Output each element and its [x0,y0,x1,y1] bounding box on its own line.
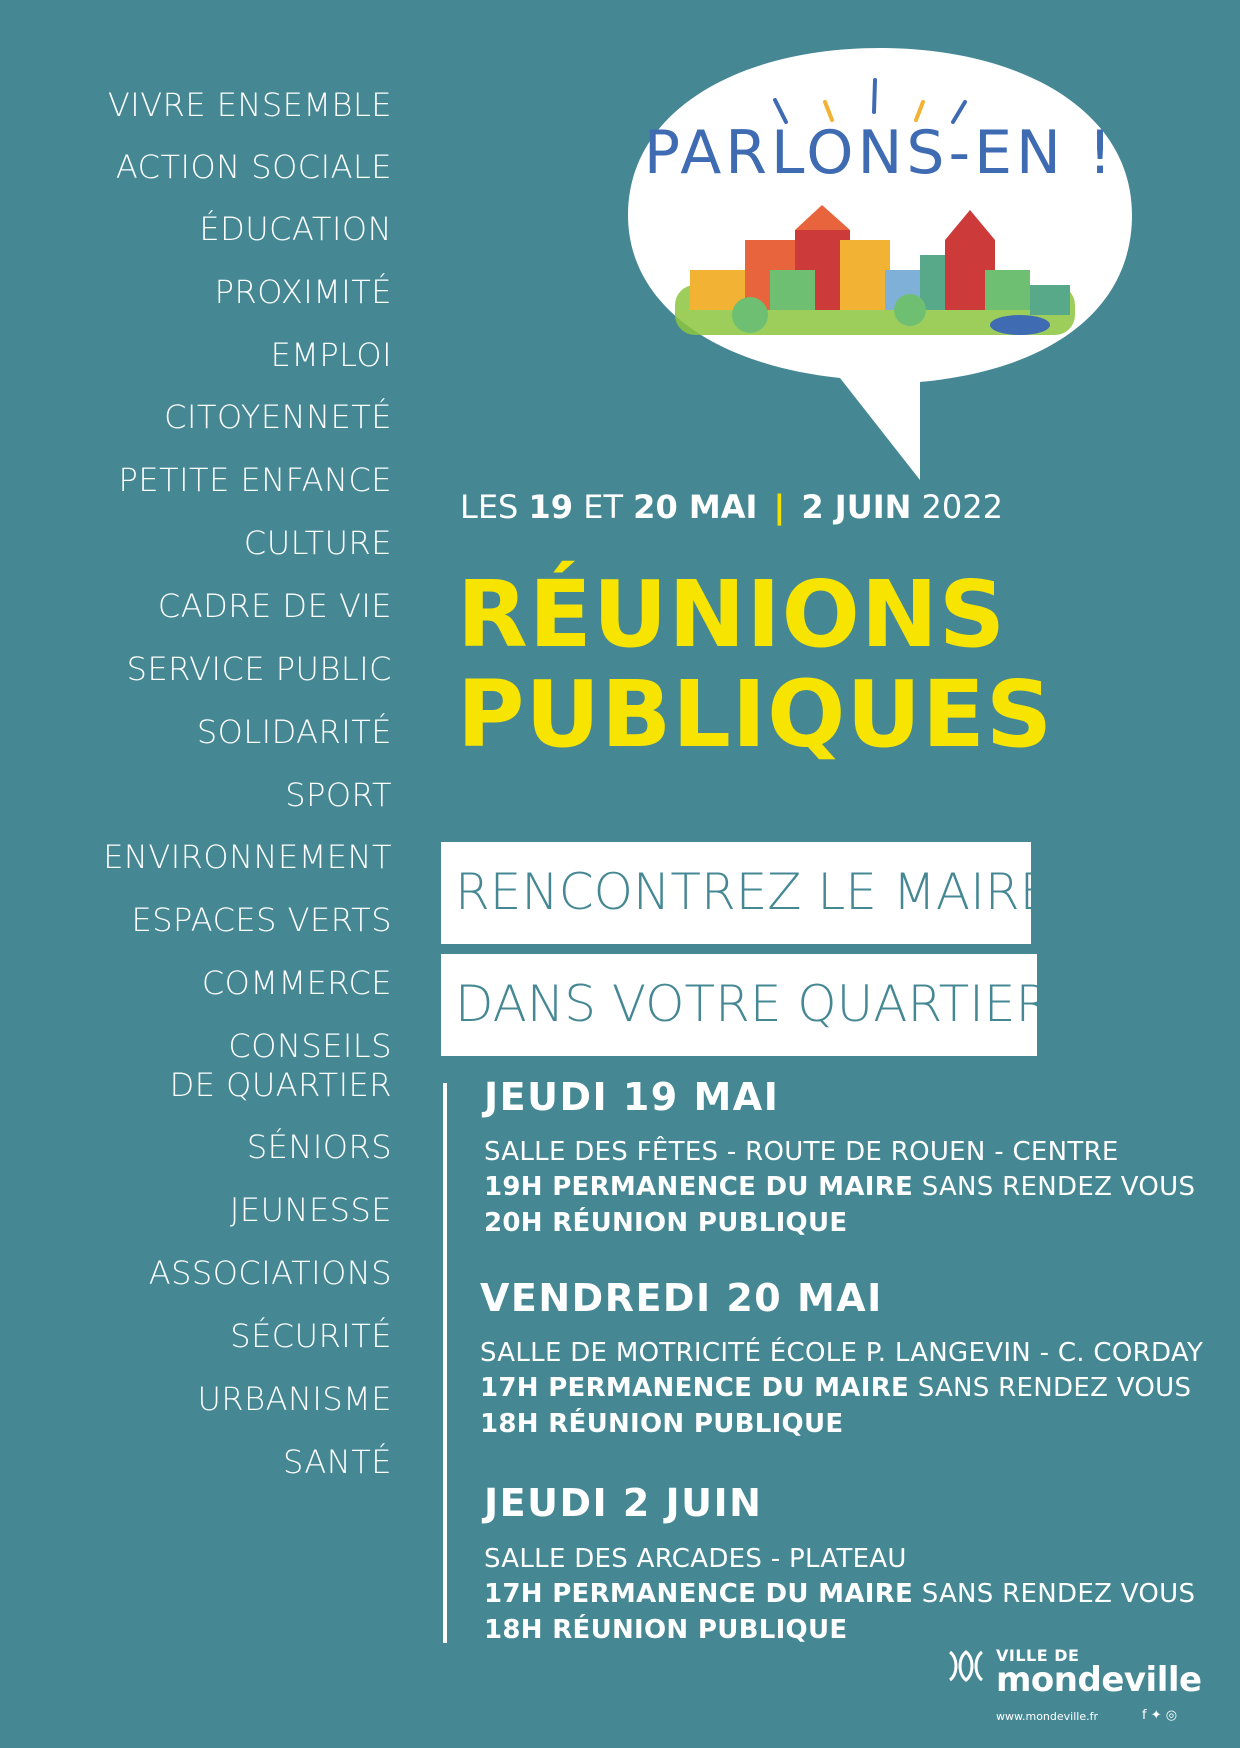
topic-item: SÉCURITÉ [230,1317,392,1355]
event-permanence-note: SANS RENDEZ VOUS [921,1172,1196,1202]
event-permanence [484,1579,1195,1609]
event-permanence [484,1172,1195,1202]
topic-item: CULTURE [243,524,392,562]
headline-line2: PUBLIQUES [457,661,1054,768]
topic-item: EMPLOI [270,336,392,374]
event-meeting: 18H RÉUNION PUBLIQUE [480,1409,844,1439]
topic-item: JEUNESSE [229,1191,392,1229]
mondeville-logo[interactable] [944,1640,1202,1730]
logo-mark-icon [944,1644,988,1688]
headline-line1: RÉUNIONS [457,561,1007,668]
event-day: VENDREDI 20 MAI [480,1276,883,1320]
bubble-title: PARLONS-EN ! [643,118,1117,188]
event-day: JEUDI 19 MAI [484,1075,780,1119]
logo-url[interactable]: www.mondeville.fr [996,1710,1098,1723]
topic-item: DE QUARTIER [169,1066,392,1104]
event-permanence-time: 19H PERMANENCE DU MAIRE [484,1172,914,1202]
dates-day2: 20 MAI [633,488,758,526]
topic-item: SÉNIORS [246,1128,392,1166]
event-place: SALLE DES FÊTES - ROUTE DE ROUEN - CENTRE [484,1137,1119,1167]
event-day: JEUDI 2 JUIN [484,1481,763,1525]
dates-year: 2022 [921,488,1003,526]
event-meeting: 18H RÉUNION PUBLIQUE [484,1615,848,1645]
banner-line2: DANS VOTRE QUARTIER [441,954,1037,1056]
event-permanence-time: 17H PERMANENCE DU MAIRE [484,1579,914,1609]
topic-item: URBANISME [197,1380,392,1418]
topic-item: SPORT [285,776,392,814]
dates-et: ET [583,488,623,526]
topic-item: CONSEILS [228,1027,392,1065]
dates-day1: 19 [528,488,574,526]
topic-item: SERVICE PUBLIC [126,650,392,688]
logo-name: mondeville [996,1660,1202,1700]
topic-item: CADRE DE VIE [157,587,392,625]
event-place: SALLE DE MOTRICITÉ ÉCOLE P. LANGEVIN - C. CORDAY [480,1338,1204,1368]
event-permanence-note: SANS RENDEZ VOUS [917,1373,1192,1403]
dates-les: LES [460,488,519,526]
topic-item: PETITE ENFANCE [118,461,392,499]
event-permanence [480,1373,1191,1403]
topic-item: ACTION SOCIALE [115,148,392,186]
topic-item: CITOYENNETÉ [164,398,392,436]
timeline-divider [443,1083,447,1643]
event-dates [460,488,1003,526]
dates-day3: 2 JUIN [801,488,912,526]
topic-item: ENVIRONNEMENT [103,838,392,876]
topic-item: ESPACES VERTS [131,901,392,939]
event-place: SALLE DES ARCADES - PLATEAU [484,1544,907,1574]
topic-item: SANTÉ [283,1443,392,1481]
social-icons[interactable]: f ✦ ◎ [1142,1708,1178,1723]
topic-item: SOLIDARITÉ [196,713,392,751]
topic-item: COMMERCE [201,964,392,1002]
topic-item: ASSOCIATIONS [148,1254,392,1292]
speech-bubble [620,40,1140,480]
topic-item: PROXIMITÉ [214,273,392,311]
event-meeting: 20H RÉUNION PUBLIQUE [484,1208,848,1238]
speech-bubble-shape [620,40,1140,480]
event-permanence-time: 17H PERMANENCE DU MAIRE [480,1373,910,1403]
logo-prefix: VILLE DE [996,1646,1080,1665]
topic-item: ÉDUCATION [199,210,392,248]
topic-item: VIVRE ENSEMBLE [107,86,392,124]
dates-separator: | [773,488,786,526]
banner-line1: RENCONTREZ LE MAIRE [441,842,1031,944]
event-permanence-note: SANS RENDEZ VOUS [921,1579,1196,1609]
